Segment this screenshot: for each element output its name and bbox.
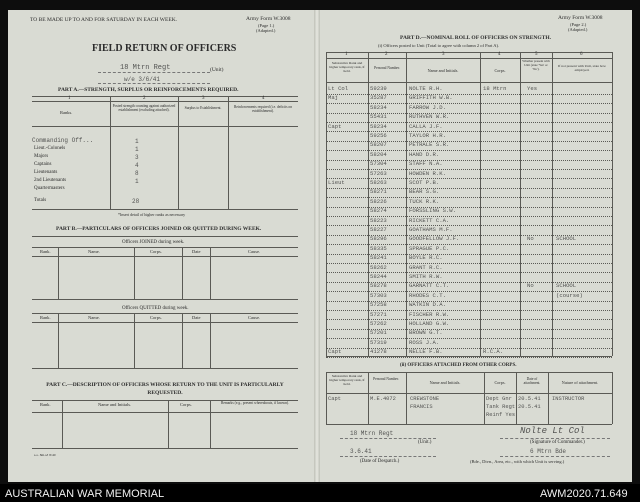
part-d-header-rank: Substantive Rank and higher temporary rank, if held.: [329, 61, 365, 74]
part-d-subtitle: (i) Officers posted to Unit (Total to agree with column 2 of Part A).: [378, 43, 500, 48]
part-d-header-name: Name and Initials.: [427, 68, 459, 73]
roll-number: 57258: [370, 301, 387, 309]
roll-name: SPRAGUE P.C.: [409, 244, 450, 252]
form-page: (Page 1.): [258, 23, 275, 28]
roll-name: ROSS J.A.: [409, 338, 440, 346]
quitted-header: Corps.: [150, 315, 162, 320]
part-a-footnote: *Insert detail of higher ranks as necessary: [118, 212, 186, 217]
roll-number: 57319: [370, 338, 387, 346]
roll-number: 57304: [370, 160, 387, 168]
attached-header: Name and Initials.: [429, 380, 461, 385]
roll-number: 58204: [370, 150, 387, 158]
roll-name: RICKETT C.A.: [409, 216, 450, 224]
roll-name: TUCK R.K.: [409, 197, 440, 205]
roll-number: 59256: [370, 132, 387, 139]
part-c-header: Name and Initials.: [98, 402, 132, 407]
roll-name: HOLLAND G.W.: [409, 320, 450, 327]
roll-number: 58263: [370, 179, 387, 186]
attached-date: 20.5.41: [518, 404, 541, 410]
roll-name: STAFF N.A.: [409, 160, 443, 168]
joined-title: Officers JOINED during week.: [122, 240, 185, 245]
roll-number: 55431: [370, 113, 387, 121]
roll-number: 57262: [370, 320, 387, 327]
part-a-header-reinforcements: Reinforcements required (i.e. deficits on establishment).: [233, 105, 293, 114]
form-number: Army Form W.3008: [558, 15, 603, 21]
totals-value: 28: [132, 198, 140, 205]
attached-nature: INSTRUCTOR: [552, 396, 585, 402]
footer-accession: AWM2020.71.649: [540, 488, 628, 500]
attached-corps: Tank Regt: [486, 404, 516, 410]
part-b-title: PART B.—PARTICULARS OF OFFICERS JOINED OR QUITTED DURING WEEK.: [56, 226, 262, 232]
top-note: TO BE MADE UP TO AND FOR SATURDAY IN EACH WEEK.: [30, 17, 178, 23]
roll-number: 57263: [370, 169, 387, 177]
roll-corps: 18 Mtrn: [483, 85, 507, 92]
part-a-header-ranks: Ranks.: [60, 110, 73, 115]
part-a-col-number: 1: [68, 96, 71, 101]
roll-rank: Capt: [328, 122, 342, 130]
totals-label: Totals: [34, 198, 47, 203]
sign-unit-handwritten: 18 Mtrn Regt: [350, 430, 394, 437]
part-a-title: PART A.—STRENGTH, SURPLUS OR REINFORCEMENTS REQUIRED.: [58, 87, 239, 93]
joined-header: Corps.: [150, 249, 162, 254]
part-a-col-number: 3: [202, 96, 205, 101]
attached-corps: Reinf Yes: [486, 412, 516, 418]
attached-name: CREWSTONE: [410, 396, 440, 402]
roll-name: FARROW J.D.: [409, 103, 446, 111]
page-fold: [314, 10, 320, 482]
signature-handwritten: Nolte Lt Col: [520, 426, 585, 436]
part-a-col-number: 4: [262, 96, 265, 101]
attached-rank: Capt: [328, 396, 341, 402]
attached-header: Date of attachment.: [523, 377, 541, 386]
part-a-header-surplus: Surplus to Establishment.: [184, 106, 222, 110]
roll-name: TAYLOR H.R.: [409, 132, 446, 139]
roll-number: 58262: [370, 263, 387, 271]
roll-number: 58207: [370, 141, 387, 149]
roll-present: No: [527, 282, 534, 290]
part-a-header-posted: Posted strength counting against authorized establishment (excluding attached).: [112, 104, 176, 113]
roll-number: 41278: [370, 348, 387, 356]
part-c-header: Remarks (e.g., present whereabouts, if known).: [220, 401, 290, 405]
unit-label: (Unit): [210, 67, 224, 73]
roll-number: 57201: [370, 329, 387, 337]
sign-date-label: (Date of Despatch.): [360, 459, 400, 464]
quitted-header: Cause.: [248, 315, 261, 320]
attached-header: Personal Number.: [373, 377, 399, 381]
roll-name: PETRALE S.R.: [409, 141, 450, 149]
attached-name: FRANCIS: [410, 404, 433, 410]
roll-number: 58234: [370, 103, 387, 111]
roll-name: RUTHVEN W.R.: [409, 113, 450, 121]
roll-name: BEAR S.G.: [409, 188, 440, 196]
attached-date: 20.5.41: [518, 396, 541, 402]
part-d-col-number: 2: [385, 52, 388, 57]
signature-label: (Signature of Commander.): [530, 440, 585, 445]
part-d-header-present: Whether present with Unit (state 'Yes' or 'No').: [522, 59, 550, 71]
quitted-header: Rank.: [40, 315, 51, 320]
rank-label: Lieut.-Colonels: [34, 146, 66, 151]
part-c-title: PART C.—DESCRIPTION OF OFFICERS WHOSE RETURN TO THE UNIT IS PARTICULARLY REQUESTED.: [46, 382, 284, 396]
roll-number: 57303: [370, 291, 387, 299]
joined-header: Date: [192, 249, 201, 254]
roll-rank: Lt Col: [328, 85, 349, 92]
roll-number: 58335: [370, 244, 387, 252]
joined-header: Cause.: [248, 249, 261, 254]
rank-label: Commanding Off...: [32, 137, 94, 144]
roll-number: 58223: [370, 216, 387, 224]
formation-handwritten: 6 Mtrn Bde: [530, 448, 567, 455]
roll-name: RHODES C.T.: [409, 291, 446, 299]
rank-label: Lieutenants: [34, 170, 58, 175]
roll-name: NOLTE R.H.: [409, 85, 443, 92]
part-d-header-corps: Corps.: [494, 68, 506, 73]
part-d-col-number: 4: [498, 52, 501, 57]
part-c-header: Rank.: [40, 402, 51, 407]
quitted-header: Name.: [88, 315, 100, 320]
roll-number: 58274: [370, 207, 387, 215]
part-d-title: PART D.—NOMINAL ROLL OF OFFICERS ON STRENGTH.: [400, 35, 551, 41]
roll-rank: Maj: [328, 94, 339, 102]
roll-name: SCOT P.B.: [409, 179, 440, 186]
rank-label: Quartermasters: [34, 186, 65, 191]
roll-name: WATKIN D.A.: [409, 301, 446, 309]
roll-name: CALLA J.F.: [409, 122, 443, 130]
roll-name: NELLE F.B.: [409, 348, 443, 356]
roll-rank: Lieut: [328, 179, 345, 186]
strength-value: 8: [135, 170, 139, 177]
roll-number: 57271: [370, 310, 387, 318]
part-d-header-number: Personal Number.: [374, 66, 400, 70]
roll-name: GOATHAMS M.F.: [409, 226, 453, 233]
strength-value: 4: [135, 162, 139, 169]
form-adapted: (Adapted.): [568, 27, 588, 32]
joined-header: Rank.: [40, 249, 51, 254]
attached-number: M.E.4072: [370, 396, 396, 402]
roll-number: 58278: [370, 282, 387, 290]
roll-note: SCHOOL: [556, 282, 577, 290]
form-title: FIELD RETURN OF OFFICERS: [92, 43, 237, 54]
print-code: s.o. 8m.s/l 8/40: [34, 453, 56, 457]
quitted-title: Officers QUITTED during week.: [122, 306, 189, 311]
roll-name: BOYLE R.C.: [409, 254, 443, 262]
roll-name: GARNATT C.T.: [409, 282, 450, 290]
strength-value: 3: [135, 154, 139, 161]
roll-number: 58271: [370, 188, 387, 196]
rank-label: 2nd Lieutenants: [34, 178, 67, 183]
roll-number: 58244: [370, 273, 387, 280]
strength-value: 1: [135, 178, 139, 185]
roll-number: 58296: [370, 235, 387, 243]
unit-line: [98, 72, 210, 73]
footer-bar: [0, 484, 640, 502]
date-line: [98, 83, 210, 84]
attached-header: Corps.: [494, 380, 506, 385]
joined-header: Name.: [88, 249, 100, 254]
roll-name: GRANT R.C.: [409, 263, 443, 271]
form-page: (Page 2.): [570, 22, 587, 27]
roll-number: 58227: [370, 226, 387, 233]
attached-corps: Dept Gnr: [486, 396, 512, 402]
strength-value: 1: [135, 138, 139, 145]
roll-name: HAND D.R.: [409, 150, 440, 158]
form-adapted: (Adapted.): [256, 28, 276, 33]
part-d-col-number: 3: [442, 52, 445, 57]
rank-label: Captains: [34, 162, 52, 167]
part-c-header: Corps.: [180, 402, 192, 407]
part-d-header-employed: If not present with Unit, state how employed.: [558, 64, 606, 73]
sign-date-handwritten: 3.6.41: [350, 448, 372, 455]
quitted-header: Date: [192, 315, 201, 320]
roll-name: GRIFFITH W.B.: [409, 94, 453, 102]
roll-name: FISCHER R.W.: [409, 310, 450, 318]
attached-header: Nature of attachment.: [561, 380, 599, 385]
part-d-col-number: 6: [580, 52, 583, 57]
roll-name: SMITH R.W.: [409, 273, 443, 280]
part-d-col-number: 5: [535, 52, 538, 57]
attached-header: Substantive Rank and higher temporary rank, if held.: [329, 374, 365, 387]
roll-corps: R.C.A.: [483, 348, 504, 356]
roll-number: 58226: [370, 197, 387, 205]
part-a-col-number: 2: [143, 96, 146, 101]
part-d-col-number: 1: [345, 52, 348, 57]
roll-note: SCHOOL: [556, 235, 577, 243]
form-number: Army Form W.3008: [246, 16, 291, 22]
roll-number: 58241: [370, 254, 387, 262]
rank-label: Majors: [34, 154, 49, 159]
roll-present: No: [527, 235, 534, 243]
roll-number: 58234: [370, 122, 387, 130]
unit-handwritten: 18 Mtrn Regt: [120, 64, 171, 72]
formation-label: (Bde., Divn., Area, etc., with which Unit is serving.): [470, 459, 565, 464]
roll-name: GOODFELLOW J.F.: [409, 235, 460, 243]
strength-value: 1: [135, 146, 139, 153]
footer-institution: AUSTRALIAN WAR MEMORIAL: [5, 488, 165, 500]
roll-number: 59239: [370, 85, 387, 92]
sign-unit-label: (Unit.): [418, 440, 432, 445]
date-handwritten: w/e 3/6/41: [124, 76, 161, 83]
roll-name: FORSSLING S.W.: [409, 207, 456, 215]
roll-rank: Capt: [328, 348, 342, 356]
roll-name: HOWDEN R.K.: [409, 169, 446, 177]
roll-note: (course): [556, 291, 583, 299]
roll-number: 35287: [370, 94, 387, 102]
roll-present: Yes: [527, 85, 538, 92]
attached-title: (ii) OFFICERS ATTACHED FROM OTHER CORPS.: [400, 363, 517, 368]
roll-name: BROWN G.T.: [409, 329, 443, 337]
